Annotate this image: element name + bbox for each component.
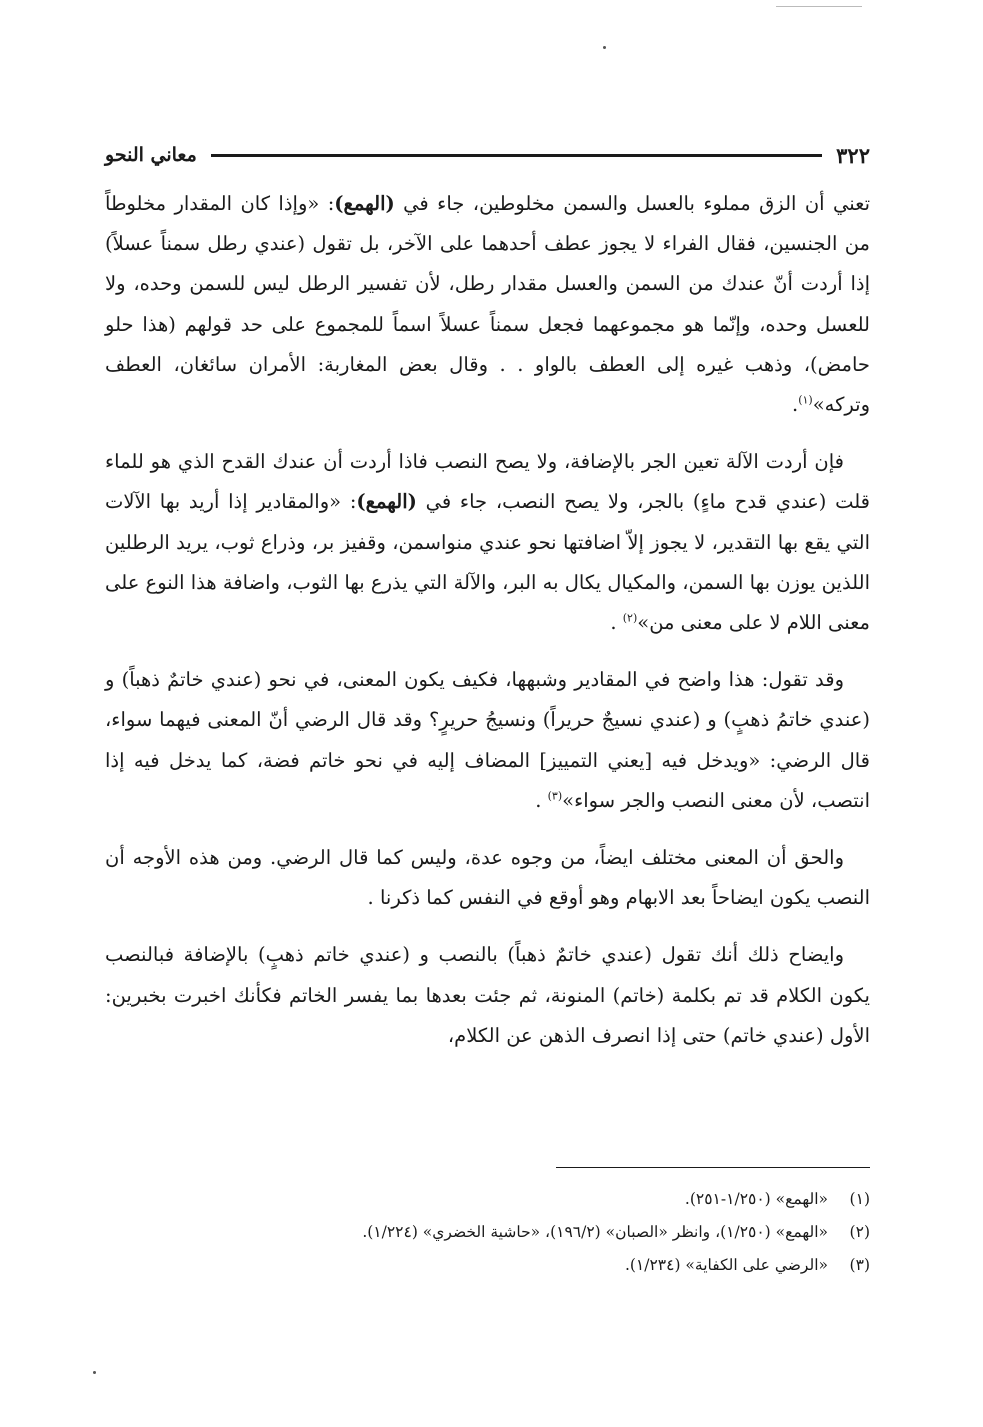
footnote-number: (٢) [849, 1223, 870, 1241]
paragraph [105, 184, 870, 425]
header-rule [211, 154, 822, 157]
footnote-text: «الرضي على الكفاية» (١/٢٣٤). [624, 1256, 828, 1274]
footnote-marker[interactable]: (٣) [547, 789, 563, 803]
page-number: ٣٢٢ [836, 142, 870, 168]
scan-speck [603, 46, 606, 49]
paragraph-text: تعني أن الزق مملوء بالعسل والسمن مخلوطين، جاء في [394, 192, 870, 215]
scan-speck [93, 1371, 96, 1374]
paragraph-text: . [535, 788, 548, 812]
book-title: معاني النحو [105, 144, 197, 166]
paragraph [105, 660, 870, 821]
paragraph-text: والحق أن المعنى مختلف ايضاً، من وجوه عدة، وليس كما قال الرضي. ومن هذه الأوجه أن النصب يكون ايضاحاً بعد الابهام وهو أوقع في النفس كما ذكرنا . [105, 846, 870, 910]
footnote-separator [556, 1167, 870, 1168]
paragraph-text: فإن أردت الآلة تعين الجر بالإضافة، ولا يصح النصب فاذا أردت أن عندك القدح الذي هو للماء قلت (عندي قدح ماءٍ) بالجر، ولا يصح النصب، جاء في [105, 450, 870, 514]
page-header [105, 138, 870, 172]
paragraph-text: وايضاح ذلك أنك تقول (عندي خاتمٌ ذهباً) بالنصب و (عندي خاتم ذهبٍ) بالإضافة فبالنصب يكون الكلام قد تم بكلمة (خاتم) المنونة، ثم جئت بعدها بما يفسر الخاتم فكأنك اخبرت بخبرين: الأول (عندي خاتم) حتى إذا انصرف الذهن عن الكلام، [105, 943, 870, 1047]
footnote-number: (٣) [849, 1256, 870, 1274]
footnote-text: «الهمع» (١/٢٥٠-٢٥١). [684, 1190, 828, 1208]
paragraph-text: . [610, 611, 623, 635]
body-text [105, 184, 870, 1073]
source-reference: (الهمع) [334, 192, 395, 215]
source-reference: (الهمع) [356, 490, 417, 514]
paragraph-text: : «والمقادير إذا أريد بها الآلات التي يقع بها التقدير، لا يجوز إلاّ اضافتها نحو عندي منواسمن، وقفيز بر، وذراع ثوب، يريد الرطلين اللذين يوزن بها السمن، والمكيال يكال به البر، والآلة التي يذرع بها الثوب، واضافة هذا النوع على معنى اللام لا على معنى من» [105, 490, 870, 635]
footnote-number: (١) [849, 1190, 870, 1208]
footnote [260, 1183, 870, 1216]
paragraph [105, 838, 870, 918]
paragraph-text: . [792, 393, 799, 417]
paragraph [105, 935, 870, 1056]
footnote-text: «الهمع» (١/٢٥٠)، وانظر «الصبان» (١٩٦/٢)، «حاشية الخضري» (١/٢٢٤). [362, 1223, 828, 1241]
footnote [260, 1249, 870, 1282]
paragraph [105, 442, 870, 643]
footnotes [260, 1183, 870, 1282]
paragraph-text: وقد تقول: هذا واضح في المقادير وشبهها، فكيف يكون المعنى، في نحو (عندي خاتمٌ ذهباً) و (عندي خاتمُ ذهبٍ) و (عندي نسيجٌ حريراً) ونسيجُ حريرٍ؟ وقد قال الرضي أنّ المعنى فيهما سواء، قال الرضي: «ويدخل فيه [يعني التمييز] المضاف إليه في نحو خاتم فضة، كما يدخل فيه إذا انتصب، لأن معنى النصب والجر سواء» [105, 668, 871, 812]
footnote-marker[interactable]: (٢) [622, 611, 638, 625]
paragraph-text: : «وإذا كان المقدار مخلوطاً من الجنسين، فقال الفراء لا يجوز عطف أحدهما على الآخر، بل تقول (عندي رطل سمناً عسلاً) إذا أردت أنّ عندك من السمن والعسل مقدار رطل، لأن تفسير الرطل ليس للسمن وحده، ولا للعسل وحده، وإنّما هو مجموعهما فجعل سمناً عسلاً اسماً للمجموع على حد قولهم (هذا حلو حامض)، وذهب غيره إلى العطف بالواو . . وقال بعض المغاربة: الأمران سائغان، العطف وتركه» [105, 192, 870, 417]
footnote-marker[interactable]: (١) [798, 393, 813, 407]
scan-edge-mark [776, 6, 862, 7]
footnote [260, 1216, 870, 1249]
